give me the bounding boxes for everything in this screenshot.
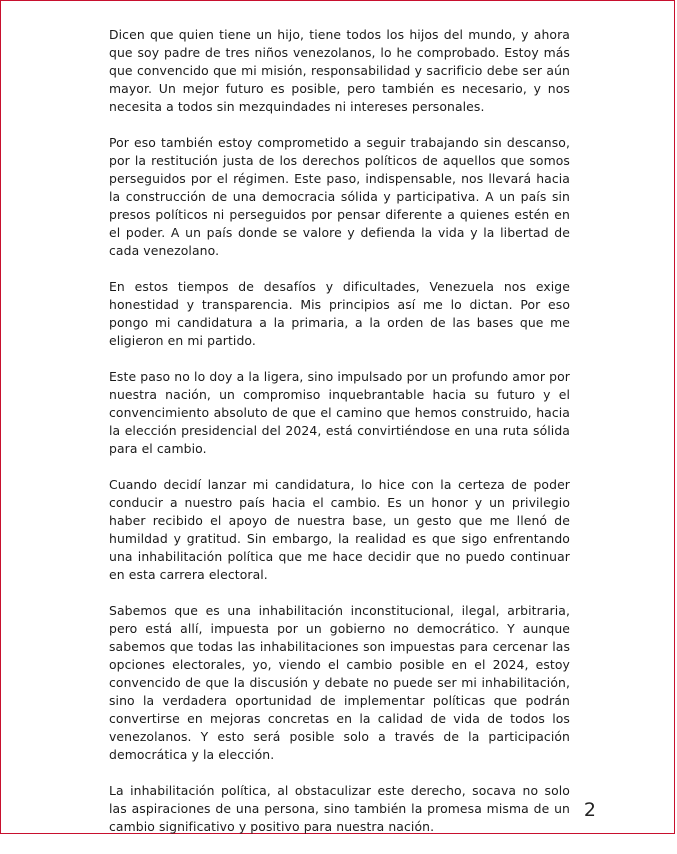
paragraph-6: Sabemos que es una inhabilitación inconstitucional, ilegal, arbitraria, pero está allí, impuesta por un gobierno no democrático. Y aunque sabemos que todas las inhabilitaciones son impuestas para cercenar las opciones electorales, yo, viendo el cambio posible en el 2024, estoy convencido de que la discusión y debate no puede ser mi inhabilitación, sino la verdadera oportunidad de implementar políticas que podrán convertirse en mejoras concretas en la calidad de vida de todos los venezolanos. Y esto será posible solo a través de la participación democrática y la elección.: [109, 603, 570, 762]
paragraph-7: La inhabilitación política, al obstaculizar este derecho, socava no solo las aspiraciones de una persona, sino también la promesa misma de un cambio significativo y positivo para nuestra nación.: [109, 783, 570, 834]
paragraph-3: En estos tiempos de desafíos y dificultades, Venezuela nos exige honestidad y transparencia. Mis principios así me lo dictan. Por eso pongo mi candidatura a la primaria, a la orden de las bases que me eligieron en mi partido.: [109, 279, 570, 348]
paragraph-5: Cuando decidí lanzar mi candidatura, lo hice con la certeza de poder conducir a nuestro país hacia el cambio. Es un honor y un privilegio haber recibido el apoyo de nuestra base, un gesto que me llenó de humildad y gratitud. Sin embargo, la realidad es que sigo enfrentando una inhabilitación política que me hace decidir que no puedo continuar en esta carrera electoral.: [109, 477, 570, 582]
paragraph-4: Este paso no lo doy a la ligera, sino impulsado por un profundo amor por nuestra nación, un compromiso inquebrantable hacia su futuro y el convencimiento absoluto de que el camino que hemos construido, hacia la elección presidencial del 2024, está convirtiéndose en una ruta sólida para el cambio.: [109, 369, 570, 456]
paragraph-2: Por eso también estoy comprometido a seguir trabajando sin descanso, por la restitución justa de los derechos políticos de aquellos que somos perseguidos por el régimen. Este paso, indispensable, nos llevará hacia la construcción de una democracia sólida y participativa. A un país sin presos políticos ni perseguidos por pensar diferente a quienes estén en el poder. A un país donde se valore y defienda la vida y la libertad de cada venezolano.: [109, 135, 570, 258]
page-number: 2: [583, 799, 596, 821]
letter-body: [109, 26, 570, 854]
paragraph-1: Dicen que quien tiene un hijo, tiene todos los hijos del mundo, y ahora que soy padre de tres niños venezolanos, lo he comprobado. Estoy más que convencido que mi misión, responsabilidad y sacrificio debe ser aún mayor. Un mejor futuro es posible, pero también es necesario, y nos necesita a todos sin mezquindades ni intereses personales.: [109, 27, 570, 114]
